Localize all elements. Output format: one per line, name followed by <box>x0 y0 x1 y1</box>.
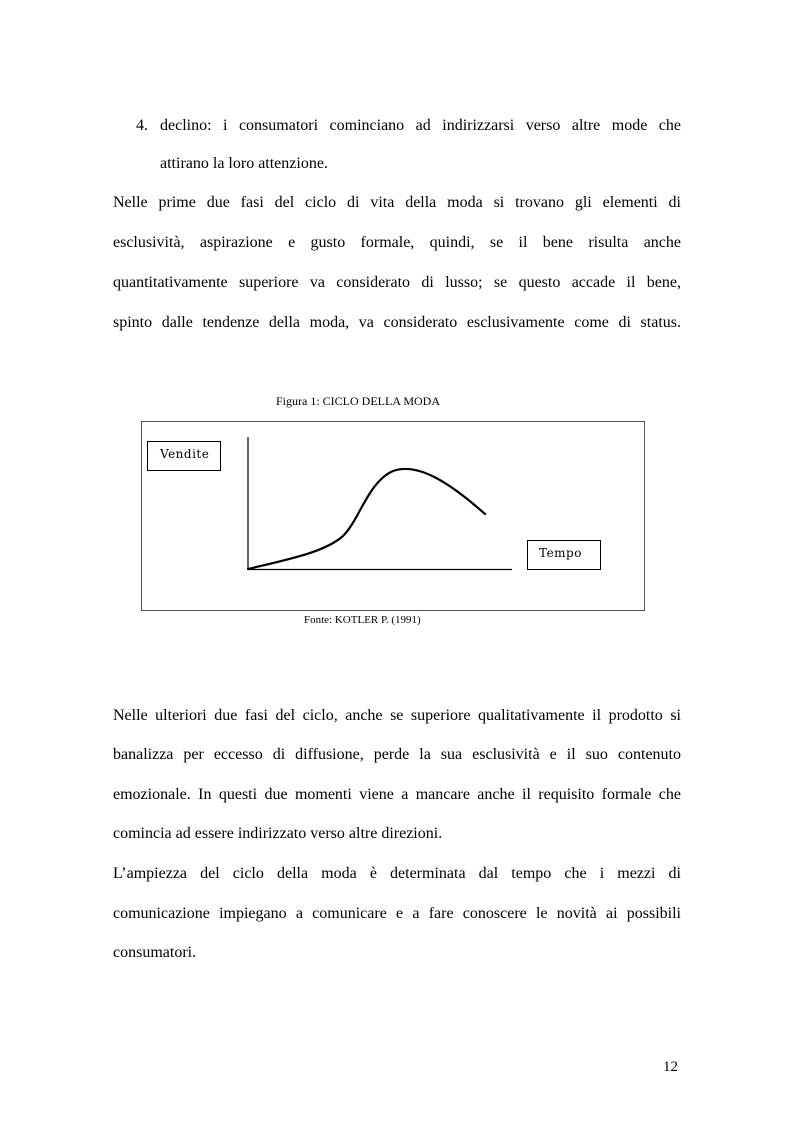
x-axis-label: Tempo <box>539 546 582 560</box>
page-number: 12 <box>663 1059 678 1075</box>
paragraph-1-line-2: esclusività, aspirazione e gusto formale, quindi, se il bene risulta anche <box>113 234 681 251</box>
list-item-text-line-1: declino: i consumatori cominciano ad indirizzarsi verso altre mode che <box>160 117 681 134</box>
paragraph-1-line-3: quantitativamente superiore va considerato di lusso; se questo accade il bene, <box>113 274 681 291</box>
figure-source: Fonte: KOTLER P. (1991) <box>304 614 421 626</box>
paragraph-2-line-3: emozionale. In questi due momenti viene a mancare anche il requisito formale che <box>113 786 681 803</box>
paragraph-2-line-2: banalizza per eccesso di diffusione, perde la sua esclusività e il suo contenuto <box>113 746 681 763</box>
cycle-curve <box>248 469 485 569</box>
paragraph-1-line-4: spinto dalle tendenze della moda, va considerato esclusivamente come di status. <box>113 314 681 331</box>
paragraph-3-line-3: consumatori. <box>113 944 197 961</box>
list-item-text-line-2: attirano la loro attenzione. <box>160 155 328 172</box>
paragraph-2-line-4: comincia ad essere indirizzato verso altre direzioni. <box>113 825 443 842</box>
y-axis-label: Vendite <box>160 447 210 461</box>
paragraph-1-line-1: Nelle prime due fasi del ciclo di vita della moda si trovano gli elementi di <box>113 194 681 211</box>
paragraph-3-line-2: comunicazione impiegano a comunicare e a fare conoscere le novità ai possibili <box>113 905 681 922</box>
paragraph-2-line-1: Nelle ulteriori due fasi del ciclo, anche se superiore qualitativamente il prodotto si <box>113 707 681 724</box>
figure-caption: Figura 1: CICLO DELLA MODA <box>276 394 440 408</box>
paragraph-3-line-1: L’ampiezza del ciclo della moda è determinata dal tempo che i mezzi di <box>113 865 681 882</box>
list-item-number: 4. <box>136 117 148 134</box>
